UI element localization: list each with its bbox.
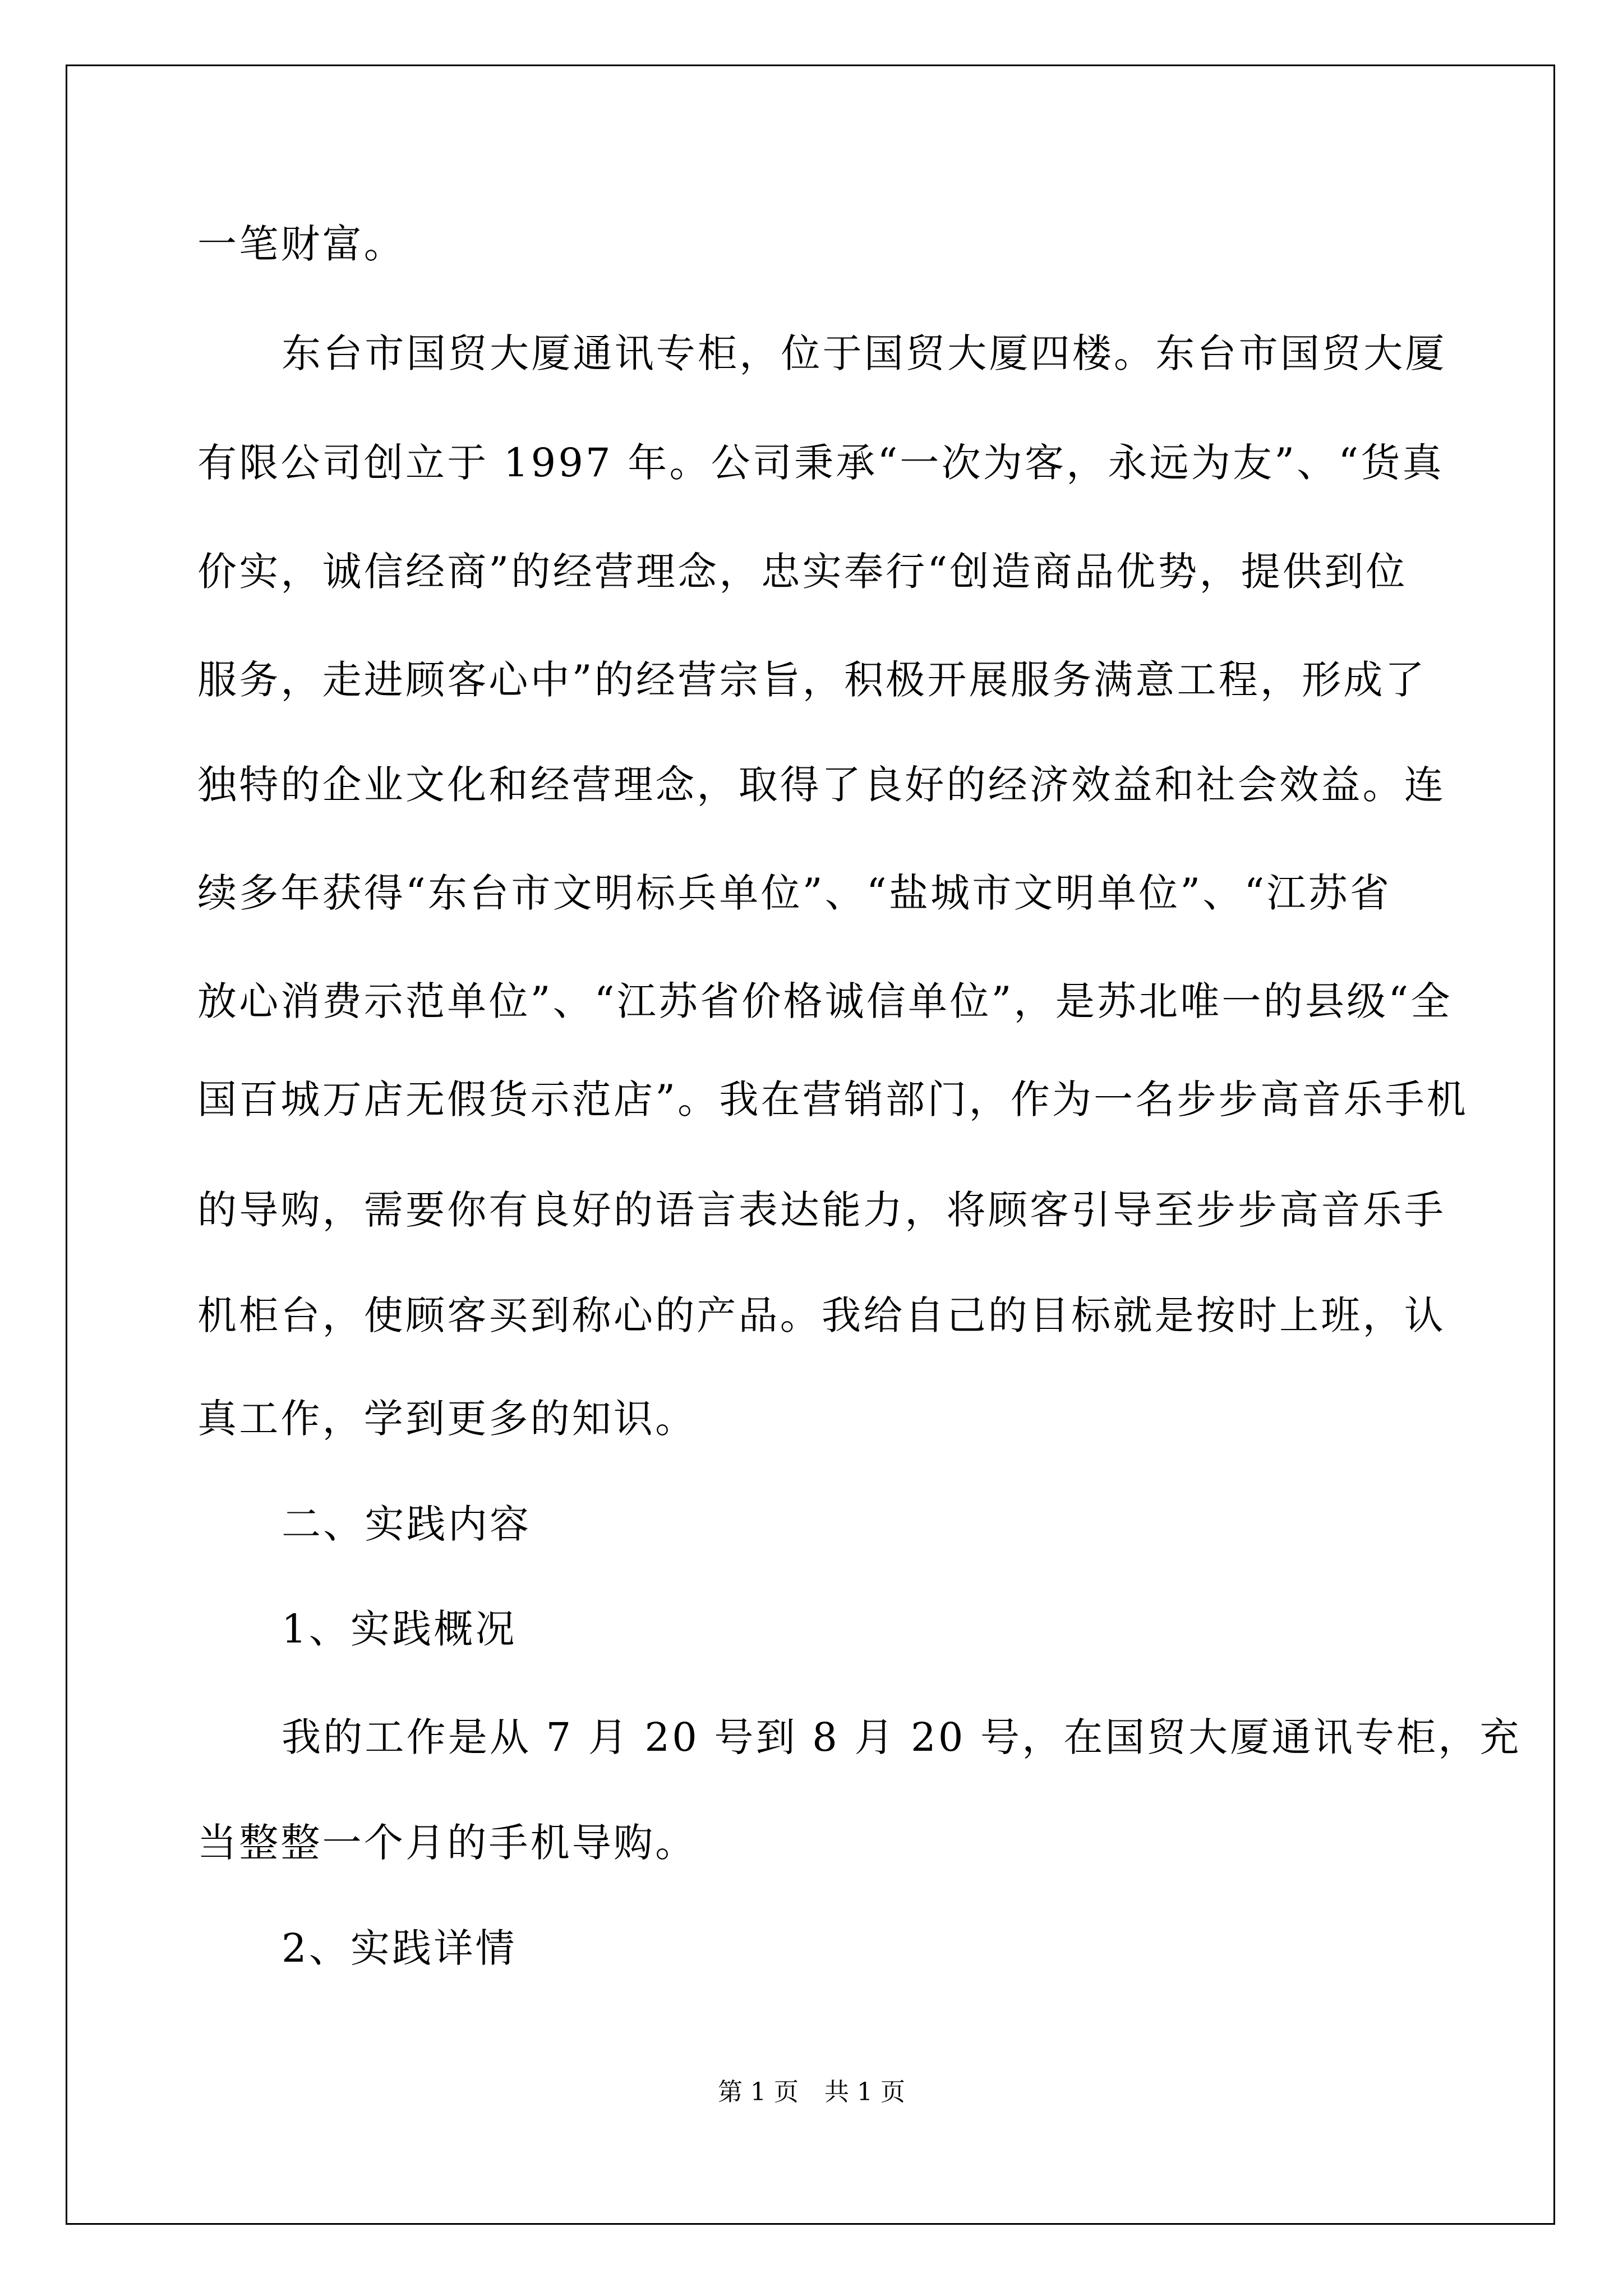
page-total: 共 1 页 [824, 2078, 905, 2106]
section-heading: 二、实践内容 [282, 1501, 532, 1547]
subsection-heading: 2、实践详情 [282, 1925, 517, 1971]
paragraph-line: 机柜台，使顾客买到称心的产品。我给自己的目标就是按时上班，认 [197, 1292, 1446, 1338]
paragraph-line: 独特的企业文化和经营理念，取得了良好的经济效益和社会效益。连 [197, 762, 1446, 808]
page-number: 第 1 页 [718, 2078, 799, 2106]
paragraph-line: 有限公司创立于 1997 年。公司秉承“一次为客，永远为友”、“货真 [197, 440, 1444, 486]
paragraph-line: 真工作，学到更多的知识。 [197, 1396, 697, 1442]
paragraph-line: 东台市国贸大厦通讯专柜，位于国贸大厦四楼。东台市国贸大厦 [282, 330, 1447, 376]
paragraph-line: 我的工作是从 7 月 20 号到 8 月 20 号，在国贸大厦通讯专柜，充 [282, 1714, 1521, 1760]
paragraph-line: 的导购，需要你有良好的语言表达能力，将顾客引导至步步高音乐手 [197, 1187, 1446, 1233]
paragraph-line: 一笔财富。 [197, 221, 405, 267]
paragraph-line: 当整整一个月的手机导购。 [197, 1820, 697, 1866]
paragraph-line: 价实，诚信经商”的经营理念，忠实奉行“创造商品优势，提供到位 [197, 549, 1408, 595]
paragraph-line: 放心消费示范单位”、“江苏省价格诚信单位”，是苏北唯一的县级“全 [197, 978, 1453, 1024]
page-border [66, 65, 1555, 2225]
paragraph-line: 续多年获得“东台市文明标兵单位”、“盐城市文明单位”、“江苏省 [197, 870, 1392, 916]
subsection-heading: 1、实践概况 [282, 1606, 517, 1652]
paragraph-line: 服务，走进顾客心中”的经营宗旨，积极开展服务满意工程，形成了 [197, 657, 1427, 703]
page-footer [0, 2076, 1623, 2109]
paragraph-line: 国百城万店无假货示范店”。我在营销部门，作为一名步步高音乐手机 [197, 1076, 1468, 1122]
